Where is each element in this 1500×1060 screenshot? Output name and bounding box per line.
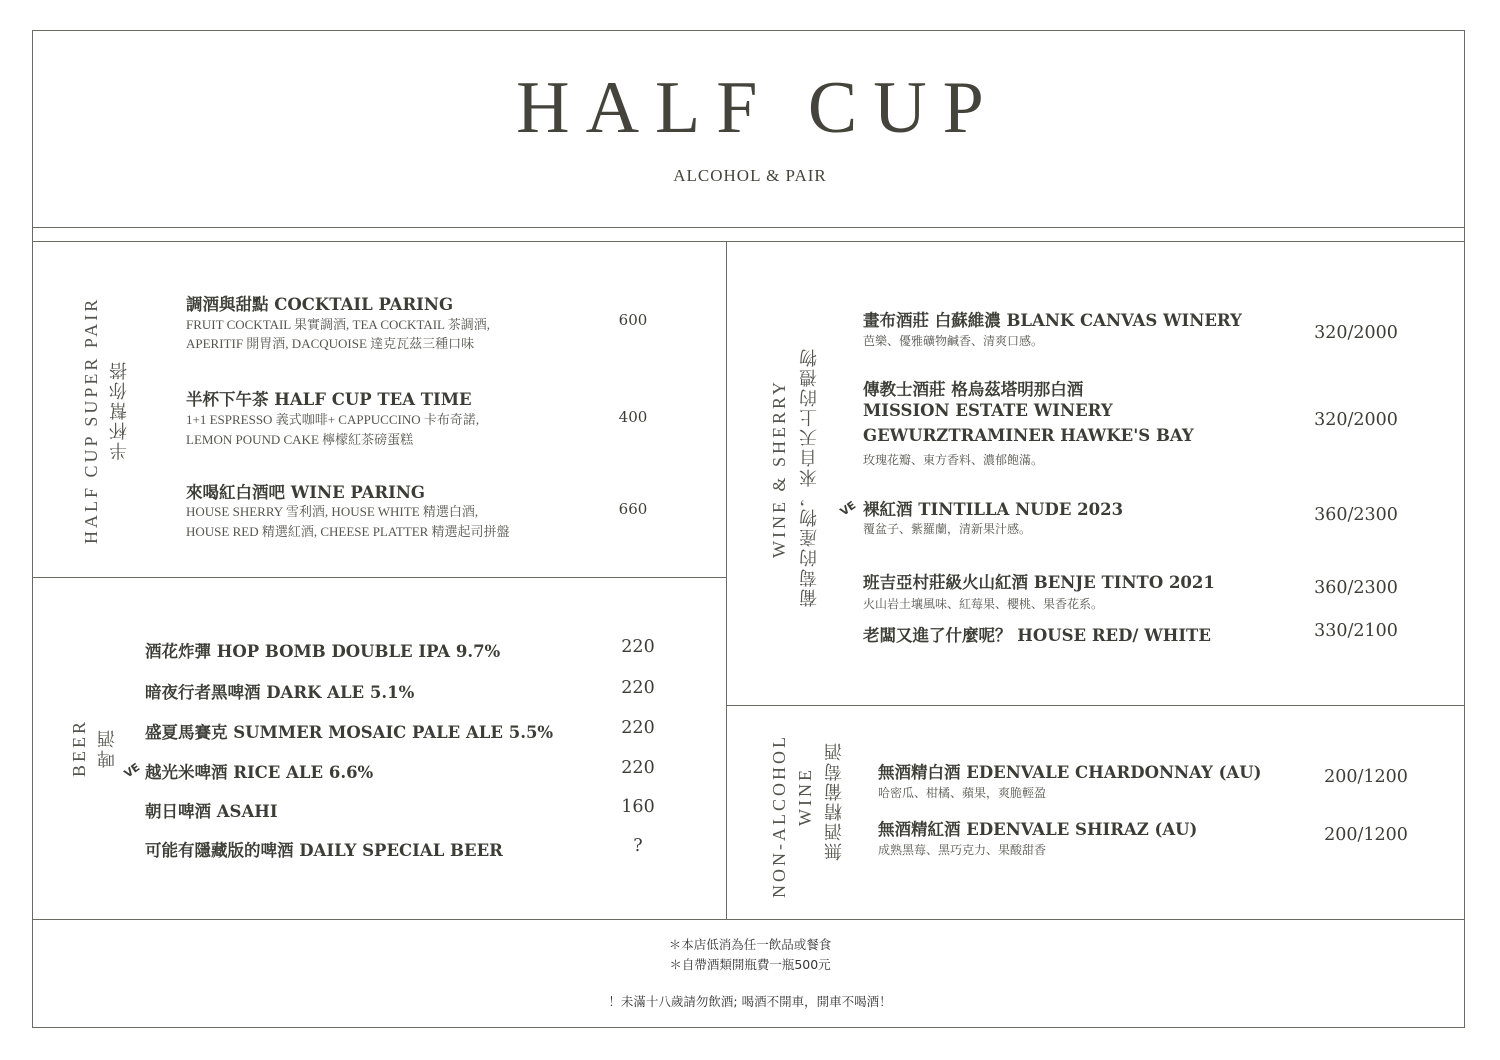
wine-item-price: 360/2300	[1314, 505, 1398, 525]
nonalcohol-item-desc: 成熟黑莓、黑巧克力、果酸甜香	[878, 843, 1047, 857]
header-divider-1	[32, 227, 1465, 228]
nonalcohol-item-title: 無酒精紅酒 EDENVALE SHIRAZ (AU)	[878, 820, 1198, 839]
wine-item-desc: 覆盆子、紫羅蘭，清新果汁感。	[863, 522, 1032, 536]
pair-item-desc: 1+1 ESPRESSO 義式咖啡+ CAPPUCCINO 卡布奇諾,	[186, 412, 480, 427]
footer-minimum-note: ＊本店低消為任一飲品或餐食	[668, 937, 832, 952]
pair-item-price: 600	[618, 311, 648, 329]
beer-item-title: 酒花炸彈 HOP BOMB DOUBLE IPA 9.7%	[145, 642, 501, 661]
nonalcohol-heading-zh: 無酒精葡萄酒	[824, 741, 845, 861]
pair-item-title: 來喝紅白酒吧 WINE PARING	[186, 483, 426, 502]
wine-item-title: MISSION ESTATE WINERY	[863, 401, 1113, 420]
footer-corkage-note: ＊自帶酒類開瓶費一瓶500元	[669, 957, 831, 972]
pair-item-desc: HOUSE RED 精選紅酒, CHEESE PLATTER 精選起司拼盤	[186, 524, 510, 539]
nonalcohol-item-title: 無酒精白酒 EDENVALE CHARDONNAY (AU)	[878, 763, 1262, 782]
footer-divider	[32, 919, 1465, 920]
nonalcohol-heading-en2: WINE	[795, 767, 815, 826]
pair-beer-divider	[32, 577, 726, 578]
beer-item-price: 220	[621, 678, 655, 698]
pair-item-title: 半杯下午茶 HALF CUP TEA TIME	[186, 390, 472, 409]
beer-item-price: 220	[621, 718, 655, 738]
wine-item-desc: 火山岩土壤風味、紅莓果、櫻桃、果香花系。	[863, 597, 1104, 611]
nonalcohol-heading-en: NON-ALCOHOL	[769, 734, 789, 898]
wine-item-price: 360/2300	[1314, 578, 1398, 598]
beer-item-title: 越光米啤酒 RICE ALE 6.6%	[145, 763, 374, 782]
wine-item-title: GEWURZTRAMINER HAWKE'S BAY	[863, 426, 1194, 445]
brand-subtitle: ALCOHOL & PAIR	[673, 166, 827, 185]
wine-item-desc: 芭樂、優雅礦物鹹香、清爽口感。	[863, 334, 1044, 348]
wine-nonalcohol-divider	[726, 705, 1465, 706]
pair-item-price: 400	[618, 408, 648, 426]
beer-heading-en: BEER	[69, 718, 89, 777]
pair-item-desc: FRUIT COCKTAIL 果實調酒, TEA COCKTAIL 茶調酒,	[186, 317, 491, 332]
nonalcohol-item-price: 200/1200	[1324, 825, 1408, 845]
wine-item-title: 傳教士酒莊 格烏茲塔明那白酒	[863, 380, 1084, 399]
beer-item-title: 可能有隱藏版的啤酒 DAILY SPECIAL BEER	[145, 841, 503, 860]
center-divider	[726, 241, 727, 919]
wine-item-title: 班吉亞村莊級火山紅酒 BENJE TINTO 2021	[863, 573, 1215, 592]
wine-item-title: 老闆又進了什麼呢？ HOUSE RED/ WHITE	[863, 626, 1211, 645]
vegan-mark-icon: VE	[837, 498, 859, 519]
nonalcohol-item-desc: 哈密瓜、柑橘、蘋果，爽脆輕盈	[878, 786, 1047, 800]
pair-item-desc: APERITIF 開胃酒, DACQUOISE 達克瓦茲三種口味	[186, 336, 475, 351]
wine-item-desc: 玫瑰花瓣、東方香料、濃郁飽滿。	[863, 453, 1044, 467]
brand-title: HALF CUP	[516, 67, 1000, 149]
pair-item-price: 660	[618, 500, 648, 518]
wine-heading-zh: 葡萄的產物，來自天上的禮物	[799, 347, 820, 607]
pair-item-title: 調酒與甜點 COCKTAIL PARING	[186, 295, 454, 314]
wine-heading-en: WINE & SHERRY	[769, 378, 789, 558]
pair-item-desc: LEMON POUND CAKE 檸檬紅茶磅蛋糕	[186, 432, 414, 447]
footer-warning: ！未滿十八歲請勿飲酒; 喝酒不開車，開車不喝酒！	[608, 994, 892, 1009]
beer-heading-zh: 啤酒	[97, 728, 118, 768]
beer-item-title: 朝日啤酒 ASAHI	[145, 802, 278, 821]
vegan-mark-icon: VE	[121, 760, 143, 781]
pair-heading-zh: 半杯幫你搭	[109, 360, 130, 460]
header-divider-2	[32, 241, 1465, 242]
wine-item-price: 320/2000	[1314, 410, 1398, 430]
beer-item-title: 暗夜行者黑啤酒 DARK ALE 5.1%	[145, 683, 415, 702]
wine-item-title: 畫布酒莊 白蘇維濃 BLANK CANVAS WINERY	[863, 311, 1242, 330]
wine-item-price: 320/2000	[1314, 323, 1398, 343]
nonalcohol-item-price: 200/1200	[1324, 767, 1408, 787]
wine-item-title: 裸紅酒 TINTILLA NUDE 2023	[863, 500, 1124, 519]
wine-item-price: 330/2100	[1314, 621, 1398, 641]
pair-heading-en: HALF CUP SUPER PAIR	[81, 296, 101, 544]
beer-item-price: 220	[621, 637, 655, 657]
beer-item-price: ?	[633, 836, 643, 856]
beer-item-title: 盛夏馬賽克 SUMMER MOSAIC PALE ALE 5.5%	[145, 723, 554, 742]
beer-item-price: 220	[621, 758, 655, 778]
beer-item-price: 160	[621, 797, 655, 817]
pair-item-desc: HOUSE SHERRY 雪利酒, HOUSE WHITE 精選白酒,	[186, 504, 479, 519]
